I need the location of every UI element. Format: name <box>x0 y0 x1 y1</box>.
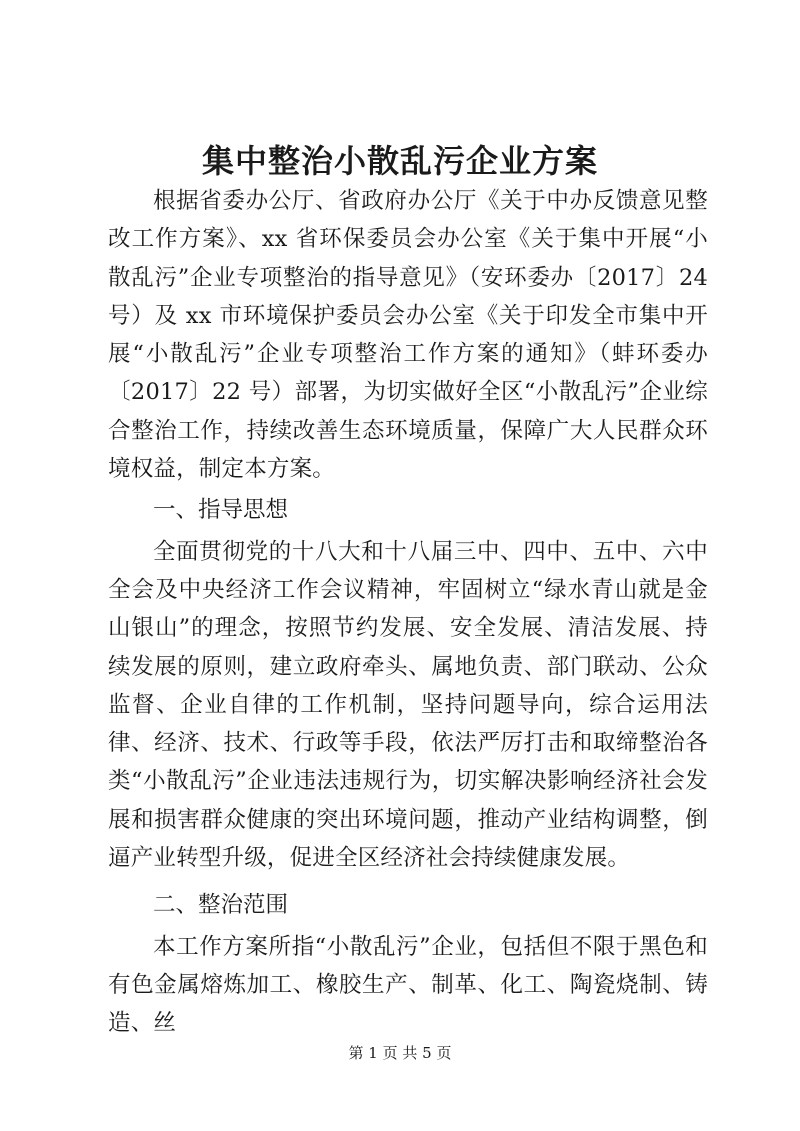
section-heading-scope: 二、整治范围 <box>153 892 289 919</box>
intro-paragraph: 根据省委办公厅、省政府办公厅《关于中办反馈意见整改工作方案》、xx 省环保委员会办公室《关于集中开展“小散乱污”企业专项整治的指导意见》（安环委办〔2017〕24 号）及 xx 市环境保护委员会办公室《关于印发全市集中开展“小散乱污”企业专项整治工作方案的通知》（蚌环委办〔2017〕22 号）部署，为切实做好全区“小散乱污”企业综合整治工作，持续改善生态环境质量，保障广大人民群众环境权益，制定本方案。 <box>108 188 708 483</box>
guiding-ideology-paragraph: 全面贯彻党的十八大和十八届三中、四中、五中、六中全会及中央经济工作会议精神，牢固树立“绿水青山就是金山银山”的理念，按照节约发展、安全发展、清洁发展、持续发展的原则，建立政府牵头、属地负责、部门联动、公众监督、企业自律的工作机制，坚持问题导向，综合运用法律、经济、技术、行政等手段，依法严厉打击和取缔整治各类“小散乱污”企业违法违规行为，切实解决影响经济社会发展和损害群众健康的突出环境问题，推动产业结构调整，倒逼产业转型升级，促进全区经济社会持续健康发展。 <box>108 538 708 872</box>
page-number-footer: 第 1 页 共 5 页 <box>348 1044 452 1062</box>
document-body <box>108 182 708 1043</box>
scope-paragraph: 本工作方案所指“小散乱污”企业，包括但不限于黑色和有色金属熔炼加工、橡胶生产、制革、化工、陶瓷烧制、铸造、丝 <box>108 933 708 1037</box>
section-heading-guiding-ideology: 一、指导思想 <box>153 497 289 524</box>
document-title: 集中整治小散乱污企业方案 <box>201 142 598 180</box>
